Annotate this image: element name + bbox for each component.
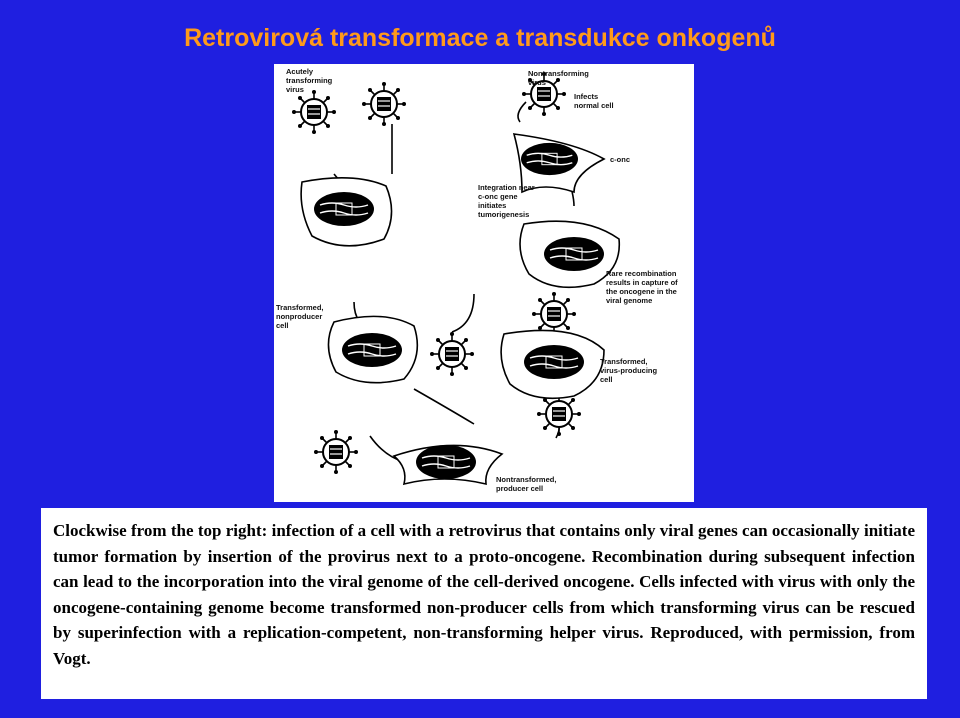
retrovirus-diagram xyxy=(274,64,694,502)
svg-text:initiates: initiates xyxy=(478,201,507,210)
svg-text:Acutely: Acutely xyxy=(286,67,314,76)
svg-text:Rare recombination: Rare recombination xyxy=(606,269,677,278)
label-nontransforming-virus xyxy=(528,69,589,87)
svg-text:cell: cell xyxy=(600,375,613,384)
label-integration xyxy=(478,183,535,219)
svg-text:results in capture of: results in capture of xyxy=(606,278,678,287)
svg-text:nonproducer: nonproducer xyxy=(276,312,323,321)
label-transformed-nonproducer xyxy=(276,303,324,330)
svg-text:the oncogene in the: the oncogene in the xyxy=(606,287,677,296)
slide-title: Retrovirová transformace a transdukce onkogenů xyxy=(184,24,776,52)
svg-text:viral genome: viral genome xyxy=(606,296,653,305)
svg-text:Nontransformed,: Nontransformed, xyxy=(496,475,557,484)
svg-text:Integration near: Integration near xyxy=(478,183,535,192)
svg-text:normal cell: normal cell xyxy=(574,101,614,110)
svg-text:virus: virus xyxy=(286,85,304,94)
svg-text:Infects: Infects xyxy=(574,92,599,101)
svg-text:transforming: transforming xyxy=(286,76,333,85)
svg-text:cell: cell xyxy=(276,321,289,330)
label-transformed-virus-producing xyxy=(600,357,658,384)
svg-text:virus-producing: virus-producing xyxy=(600,366,658,375)
svg-text:c-onc gene: c-onc gene xyxy=(478,192,518,201)
label-acutely-transforming xyxy=(286,67,333,94)
svg-text:virus: virus xyxy=(528,78,546,87)
svg-text:Nontransforming: Nontransforming xyxy=(528,69,589,78)
svg-text:tumorigenesis: tumorigenesis xyxy=(478,210,530,219)
caption-box xyxy=(41,508,927,699)
label-rare-recombination xyxy=(606,269,678,305)
label-nontransformed-producer xyxy=(496,475,556,493)
caption-text: Clockwise from the top right: infection of a cell with a retrovirus that contains only viral genes can occasionally initiate tumor formation by insertion of the provirus next to a proto-oncogene. Recombination during subsequent infection can lead to the incorporation into the viral genome of the cell-derived oncogene. Cells infected with virus with only the oncogene-containing genome become transformed non-producer cells from which transforming virus can be rescued by superinfection with a replication-competent, non-transforming helper virus. Reproduced, with permission, from Vogt. xyxy=(53,521,915,668)
label-c-onc: c-onc xyxy=(610,155,631,164)
svg-text:producer cell: producer cell xyxy=(496,484,544,493)
svg-text:Transformed,: Transformed, xyxy=(276,303,324,312)
svg-text:Transformed,: Transformed, xyxy=(600,357,648,366)
label-infects-normal-cell xyxy=(574,92,614,110)
diagram-canvas xyxy=(274,64,694,502)
